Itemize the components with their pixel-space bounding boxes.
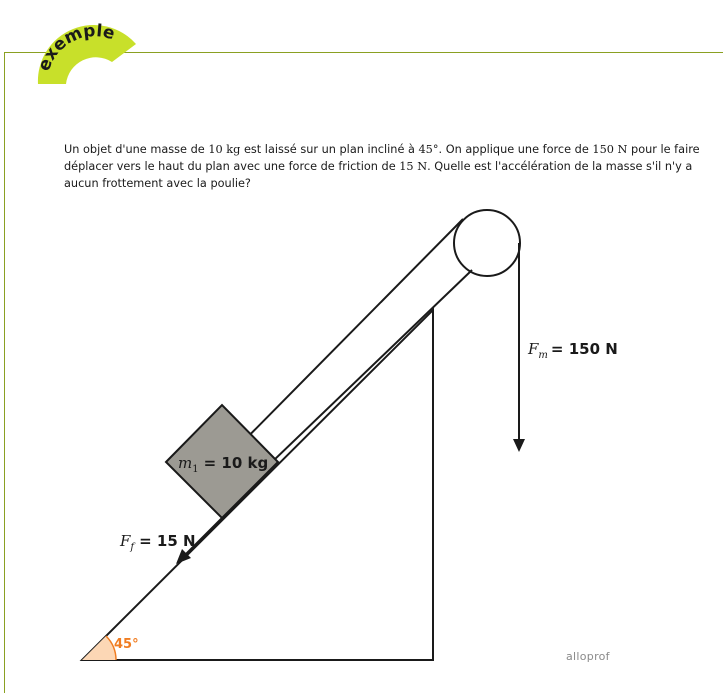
incline-plane <box>82 310 433 660</box>
cord-upper <box>223 219 463 462</box>
problem-statement: Un objet d'une masse de 10 kg est laissé sur un plan incliné à 45°. On applique une force de 150 N pour le faire déplacer vers le haut du plan avec une force de friction de 15 N. Quelle est l'accélération de la masse s'il n'y a aucun frottement avec la poulie? <box>64 143 700 190</box>
badge-label: exemple <box>34 20 117 74</box>
pulley <box>454 210 520 276</box>
ff-label: $F_f = 15$ N <box>120 532 196 553</box>
fm-arrowhead <box>513 439 525 452</box>
mass-value: 10 kg <box>208 143 241 156</box>
angle-label: 45° <box>114 637 139 652</box>
friction-value: 15 N <box>399 160 428 173</box>
force-value: 150 N <box>592 143 628 156</box>
alloprof-logo: alloprof <box>566 650 610 663</box>
angle-marker <box>82 636 116 660</box>
cord-lower <box>247 270 472 486</box>
mass-label: $m_1 = 10$ kg <box>178 454 269 475</box>
angle-value: 45° <box>418 143 439 156</box>
fm-label: $F_m = 150$ N <box>528 340 618 361</box>
